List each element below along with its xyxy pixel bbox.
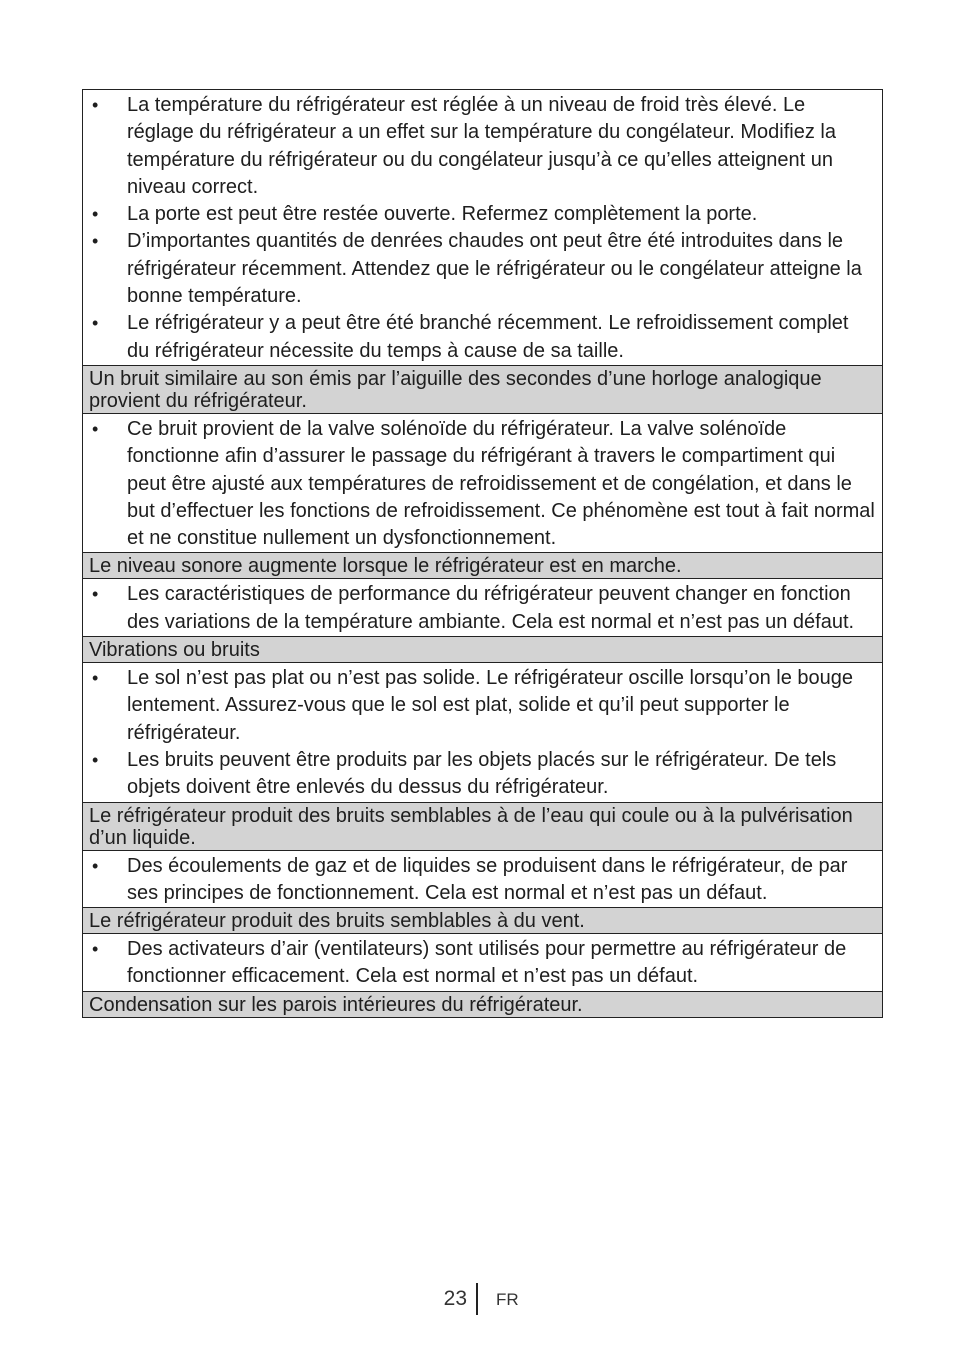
answer-row	[83, 933, 882, 991]
page-number: 23	[443, 1287, 467, 1310]
bullet-list	[89, 416, 876, 552]
bullet-item: • Les caractéristiques de performance du réfrigérateur peuvent changer en fonction des variations de la température ambiante. Cela est normal et n’est pas un défaut.	[89, 581, 876, 636]
problem-heading: Un bruit similaire au son émis par l’aiguille des secondes d’une horloge analogique provient du réfrigérateur.	[83, 365, 882, 413]
answer-row	[83, 662, 882, 801]
troubleshooting-table	[82, 89, 883, 1018]
bullet-item: • Le réfrigérateur y a peut être été branché récemment. Le refroidissement complet du réfrigérateur nécessite du temps à cause de sa taille.	[89, 310, 876, 365]
problem-heading: Vibrations ou bruits	[83, 636, 882, 662]
bullet-list	[89, 853, 876, 908]
answer-row	[83, 413, 882, 552]
bullet-item: • Le sol n’est pas plat ou n’est pas solide. Le réfrigérateur oscille lorsqu’on le bouge lentement. Assurez-vous que le sol est plat, solide et qu’il peut supporter le réfrigérateur.	[89, 665, 876, 747]
bullet-item: • La porte est peut être restée ouverte. Refermez complètement la porte.	[89, 201, 876, 228]
footer-divider	[476, 1283, 478, 1315]
problem-heading: Condensation sur les parois intérieures du réfrigérateur.	[83, 991, 882, 1017]
bullet-list	[89, 936, 876, 991]
language-code: FR	[496, 1290, 519, 1309]
bullet-item: • Des activateurs d’air (ventilateurs) sont utilisés pour permettre au réfrigérateur de fonctionner efficacement. Cela est normal et n’est pas un défaut.	[89, 936, 876, 991]
bullet-item: • D’importantes quantités de denrées chaudes ont peut être été introduites dans le réfrigérateur récemment. Attendez que le réfrigérateur ou le congélateur atteigne la bonne température.	[89, 228, 876, 310]
page-footer	[0, 1283, 954, 1315]
bullet-item: • Des écoulements de gaz et de liquides se produisent dans le réfrigérateur, de par ses principes de fonctionnement. Cela est normal et n’est pas un défaut.	[89, 853, 876, 908]
bullet-list	[89, 92, 876, 365]
problem-heading: Le niveau sonore augmente lorsque le réfrigérateur est en marche.	[83, 552, 882, 578]
bullet-item: • Les bruits peuvent être produits par les objets placés sur le réfrigérateur. De tels objets doivent être enlevés du dessus du réfrigérateur.	[89, 747, 876, 802]
answer-row	[83, 578, 882, 636]
answer-row	[83, 90, 882, 365]
bullet-list	[89, 581, 876, 636]
problem-heading: Le réfrigérateur produit des bruits semblables à du vent.	[83, 907, 882, 933]
bullet-list	[89, 665, 876, 801]
bullet-item: • Ce bruit provient de la valve solénoïde du réfrigérateur. La valve solénoïde fonctionne afin d’assurer le passage du réfrigérant à travers le compartiment qui peut être ajusté aux températures de refroidissement et de congélation, et dans le but d’effectuer les fonctions de refroidissement. Ce phénomène est tout à fait normal et ne constitue nullement un dysfonctionnement.	[89, 416, 876, 552]
answer-row	[83, 850, 882, 908]
bullet-item: • La température du réfrigérateur est réglée à un niveau de froid très élevé. Le réglage du réfrigérateur a un effet sur la température du congélateur. Modifiez la température du réfrigérateur ou du congélateur jusqu’à ce qu’elles atteignent un niveau correct.	[89, 92, 876, 201]
problem-heading: Le réfrigérateur produit des bruits semblables à de l’eau qui coule ou à la pulvérisation d’un liquide.	[83, 802, 882, 850]
